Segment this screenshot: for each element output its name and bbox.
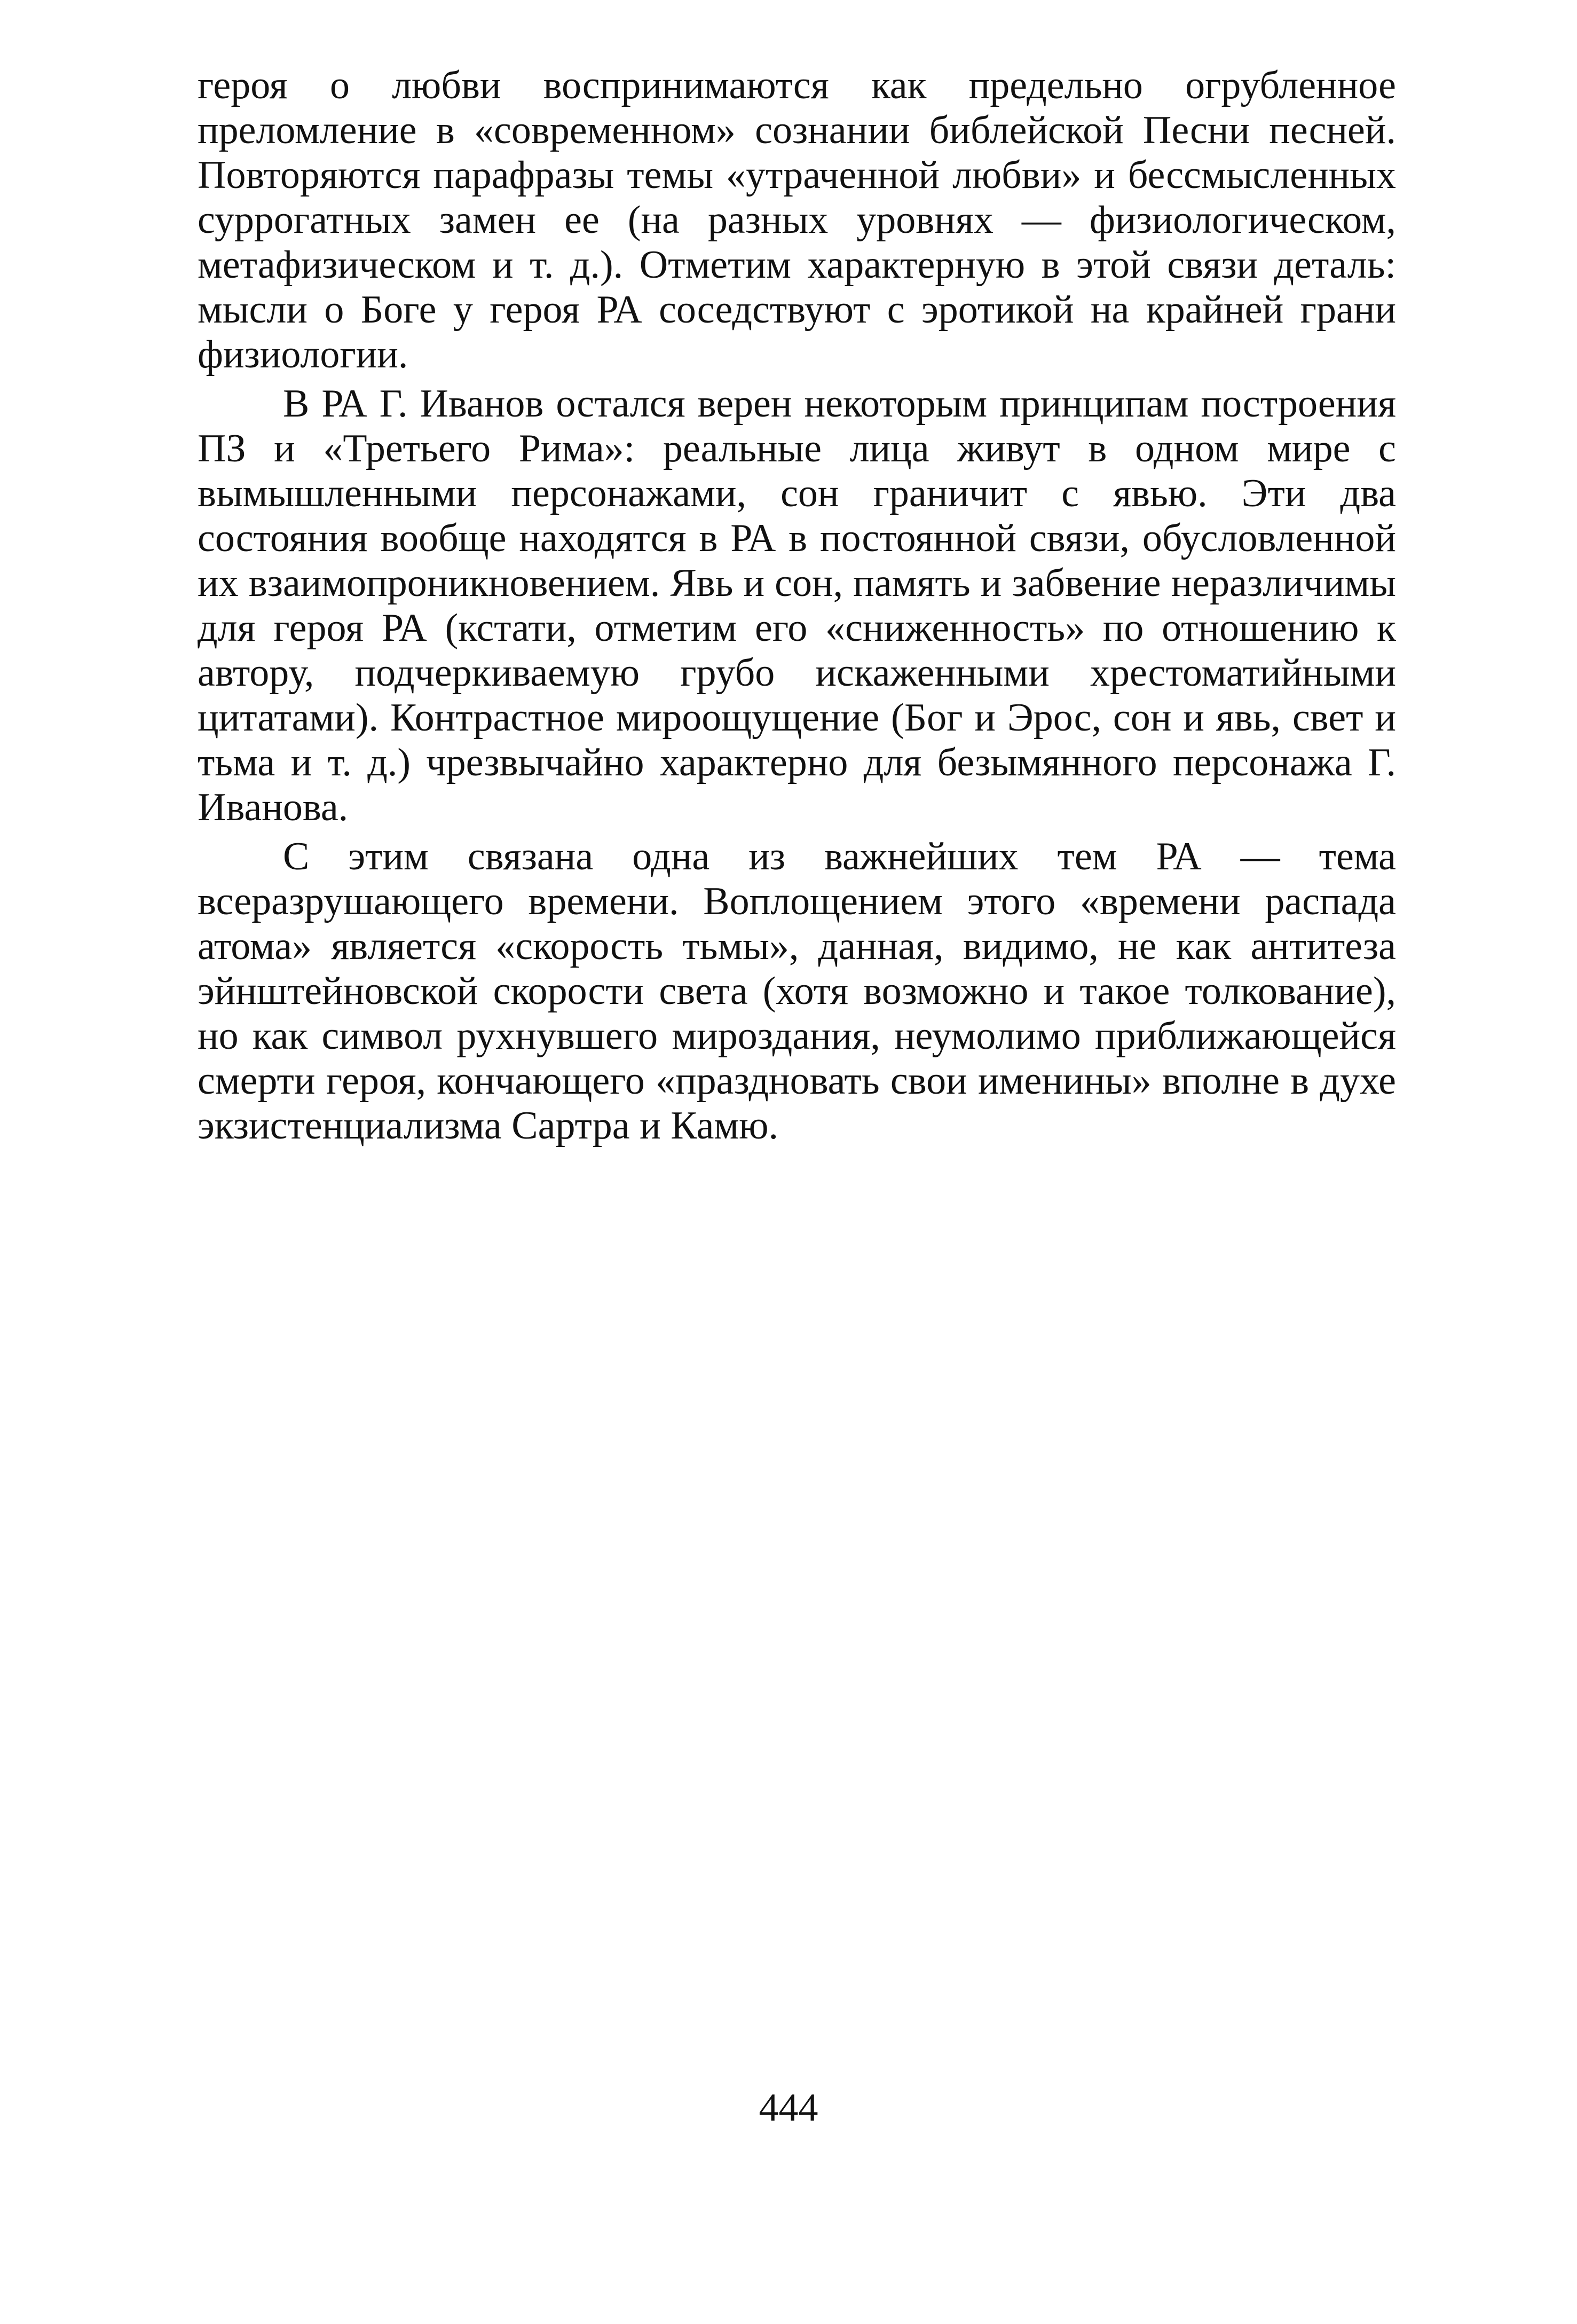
paragraph: В РА Г. Иванов остался верен некоторым принципам построения ПЗ и «Третьего Рима»: реальные лица живут в одном мире с вымышленными персонажами, сон граничит с явью. Эти два состояния вообще находятся в РА в постоянной связи, обусловленной их взаимопроникновением. Явь и сон, память и забвение неразличимы для героя РА (кстати, отметим его «сниженность» по отношению к автору, подчеркиваемую грубо искаженными хрестоматийными цитатами). Контрастное мироощущение (Бог и Эрос, сон и явь, свет и тьма и т. д.) чрезвычайно характерно для безымянного персонажа Г. Иванова.	[198, 382, 1396, 829]
page-number: 444	[759, 2086, 818, 2130]
paragraph-continuation: героя о любви воспринимаются как предельно огрубленное преломление в «современном» сознании библейской Песни песней. Повторяются парафразы темы «утраченной любви» и бессмысленных суррогатных замен ее (на разных уровнях — физиологическом, метафизическом и т. д.). Отметим характерную в этой связи деталь: мысли о Боге у героя РА соседствуют с эротикой на крайней грани физиологии.	[198, 64, 1396, 376]
body-text	[198, 63, 1396, 1148]
paragraph: С этим связана одна из важнейших тем РА — тема всеразрушающего времени. Воплощением этого «времени распада атома» является «скорость тьмы», данная, видимо, не как антитеза эйнштейновской скорости света (хотя возможно и такое толкование), но как символ рухнувшего мироздания, неумолимо приближающейся смерти героя, кончающего «праздновать свои именины» вполне в духе экзистенциализма Сартра и Камю.	[198, 835, 1396, 1148]
